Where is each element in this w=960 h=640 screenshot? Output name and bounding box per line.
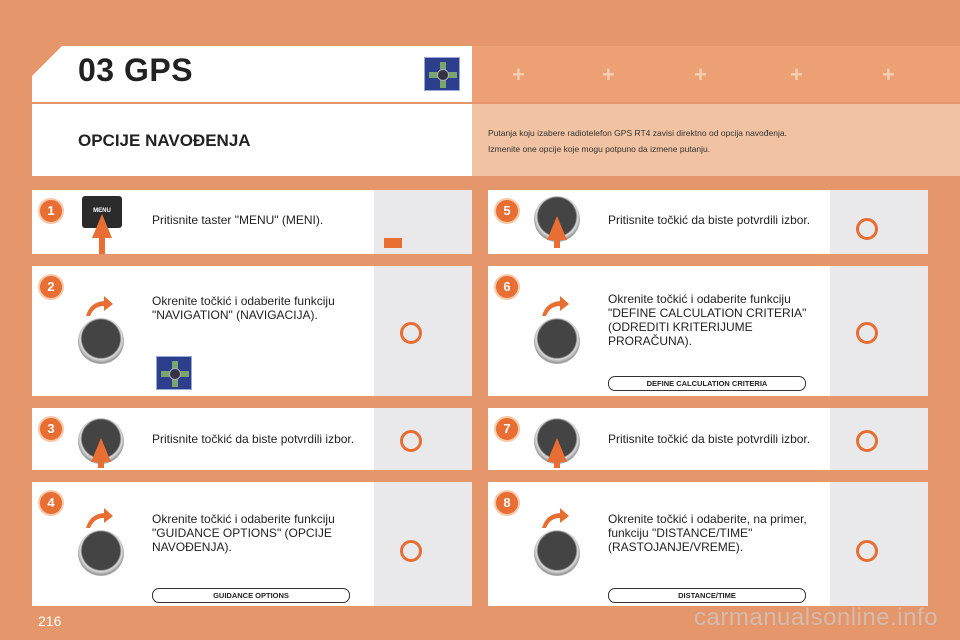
step-number: 7 [494,416,520,442]
plus-decoration: + [512,62,525,87]
highlight-ring-icon [856,218,878,240]
chapter-title: 03 GPS [78,52,194,88]
step-number: 8 [494,490,520,516]
step-text: Okrenite točkić i odaberite, na primer, funkciju "DISTANCE/TIME" (RASTOJANJE/VREME). [608,512,807,554]
menu-option-label: DISTANCE/TIME [608,588,806,603]
menu-key-icon: MENU [82,196,122,228]
menu-option-label: GUIDANCE OPTIONS [152,588,350,603]
rotate-arrow-icon [540,506,570,530]
rotary-knob-icon [78,530,124,576]
radio-illustration [374,266,472,396]
rotary-knob-icon [78,318,124,364]
highlight-ring-icon [400,322,422,344]
page-number: 216 [38,613,62,629]
press-arrow-stem [99,236,105,254]
highlight-ring-icon [856,430,878,452]
header-map-strip [472,46,960,102]
plus-decoration: + [602,62,615,87]
step-text: Pritisnite točkić da biste potvrdili izbor. [608,432,811,446]
highlight-ring-icon [856,540,878,562]
step-text: Pritisnite točkić da biste potvrdili izbor. [608,213,811,227]
step-number: 4 [38,490,64,516]
step-number: 3 [38,416,64,442]
rotate-arrow-icon [84,294,114,318]
highlight-ring-icon [400,540,422,562]
press-arrow-icon [92,214,112,238]
step-number: 5 [494,198,520,224]
intro-text: Putanja koju izabere radiotelefon GPS RT4 zavisi direktno od opcija navođenja. Izmenite one opcije koje mogu potpuno da izmene putanju. [488,128,787,154]
step-number: 1 [38,198,64,224]
navigation-icon [156,356,192,390]
press-arrow-stem [554,458,560,468]
step-number: 6 [494,274,520,300]
radio-illustration [374,408,472,470]
highlight-ring-icon [400,430,422,452]
step-number: 2 [38,274,64,300]
press-arrow-stem [554,236,560,248]
step-text: Okrenite točkić i odaberite funkciju "DEFINE CALCULATION CRITERIA" (ODREDITI KRITERIJUME PRORAČUNA). [608,292,807,348]
step-text: Pritisnite taster "MENU" (MENI). [152,213,324,227]
rotary-knob-icon [534,318,580,364]
highlight-ring-icon [856,322,878,344]
rotate-arrow-icon [540,294,570,318]
menu-key-highlight [384,238,402,248]
navigation-icon [424,57,460,91]
radio-illustration [830,266,928,396]
rotary-knob-icon [534,530,580,576]
step-text: Okrenite točkić i odaberite funkciju "NAVIGATION" (NAVIGACIJA). [152,294,335,322]
radio-illustration [830,408,928,470]
step-text: Pritisnite točkić da biste potvrdili izbor. [152,432,355,446]
plus-decoration: + [882,62,895,87]
press-arrow-stem [98,458,104,468]
radio-illustration [374,482,472,606]
step-text: Okrenite točkić i odaberite funkciju "GUIDANCE OPTIONS" (OPCIJE NAVOĐENJA). [152,512,335,554]
radio-illustration [830,482,928,606]
watermark: carmanualsonline.info [694,604,938,631]
plus-decoration: + [694,62,707,87]
section-title: OPCIJE NAVOĐENJA [78,131,251,150]
menu-option-label: DEFINE CALCULATION CRITERIA [608,376,806,391]
plus-decoration: + [790,62,803,87]
radio-illustration [830,190,928,254]
rotate-arrow-icon [84,506,114,530]
